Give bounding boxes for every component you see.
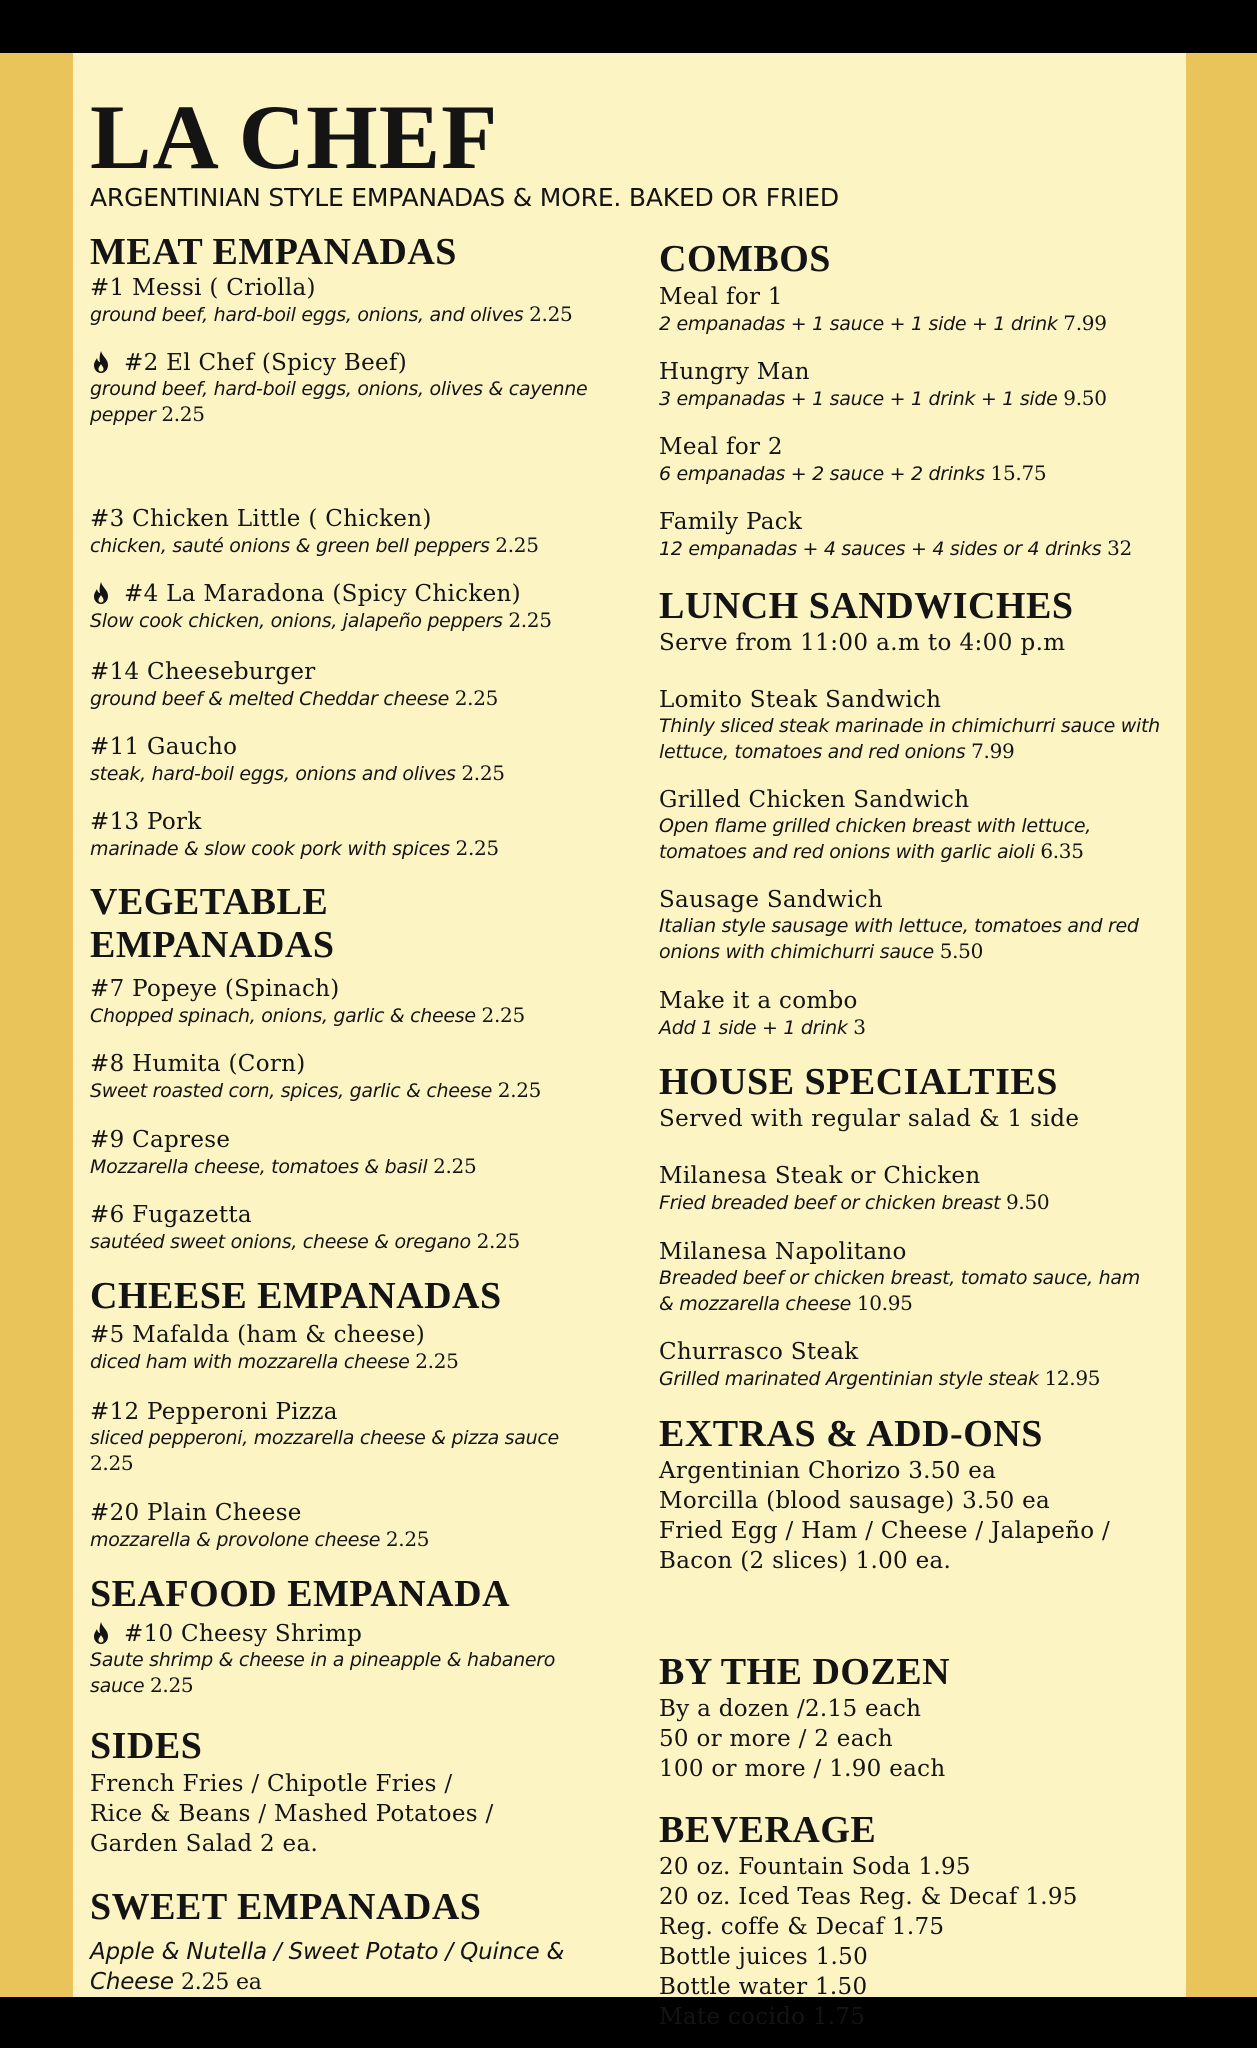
item-name: Milanesa Steak or Chicken (659, 1163, 981, 1189)
item-price: 2.25 (508, 608, 552, 632)
item-name: #12 Pepperoni Pizza (90, 1399, 338, 1425)
item-price: 2.25 (476, 1229, 520, 1253)
extras-line: Fried Egg / Ham / Cheese / Jalapeño / (659, 1518, 1111, 1544)
menu-item (90, 1050, 541, 1104)
item-description: Italian style sausage with lettuce, tomatoes and red onions with chimichurri sauce 5.50 (659, 915, 1139, 963)
item-description: mozzarella & provolone cheese 2.25 (90, 1527, 430, 1551)
item-price: 2.25 (415, 1349, 459, 1373)
sides-list (90, 1769, 494, 1859)
dozen-line: By a dozen /2.15 each (659, 1696, 922, 1722)
item-price: 9.50 (1006, 1190, 1050, 1214)
item-name: #13 Pork (90, 809, 202, 835)
item-price: 7.99 (971, 739, 1015, 763)
item-description: Breaded beef or chicken breast, tomato sauce, ham & mozzarella cheese 10.95 (659, 1267, 1140, 1315)
beverage-line: Mate cocido 1.75 (659, 2004, 866, 2030)
menu-item (659, 358, 1107, 412)
section-title: EXTRAS & ADD-ONS (659, 1413, 1043, 1455)
menu-item (90, 1126, 476, 1180)
section-title: HOUSE SPECIALTIES (659, 1061, 1058, 1103)
dozen-line: 100 or more / 1.90 each (659, 1756, 946, 1782)
sweet-items: Apple & Nutella / Sweet Potato / Quince & Cheese (90, 1939, 565, 1995)
item-name: Lomito Steak Sandwich (659, 687, 942, 713)
item-name: Sausage Sandwich (659, 887, 883, 913)
item-price: 10.95 (856, 1291, 913, 1315)
flame-icon (92, 582, 110, 604)
section-title: SWEET EMPANADAS (90, 1886, 482, 1928)
item-price: 9.50 (1063, 386, 1107, 410)
section-meat-empanadas (90, 231, 457, 274)
item-name: #7 Popeye (Spinach) (90, 976, 340, 1002)
menu-item (90, 1398, 590, 1477)
beverage-line: 20 oz. Fountain Soda 1.95 (659, 1854, 971, 1880)
menu-item (90, 733, 505, 787)
item-description: Fried breaded beef or chicken breast 9.50 (659, 1190, 1050, 1214)
item-description: ground beef, hard-boil eggs, onions, olives & cayenne pepper 2.25 (90, 378, 588, 426)
item-price: 2.25 (433, 1154, 477, 1178)
sweet-price: 2.25 ea (181, 1970, 262, 1995)
menu-item (90, 1321, 459, 1375)
item-price: 7.99 (1063, 311, 1107, 335)
item-description: Open flame grilled chicken breast with lettuce, tomatoes and red onions with garlic aioli 6.35 (659, 815, 1092, 863)
item-description: 3 empanadas + 1 sauce + 1 drink + 1 side 9.50 (659, 386, 1107, 410)
item-name: #3 Chicken Little ( Chicken) (90, 506, 432, 532)
section-title: EMPANADAS (90, 924, 335, 966)
item-price: 6.35 (1040, 839, 1084, 863)
menu-item (659, 1162, 1049, 1216)
section-house-specialties (659, 1061, 1079, 1134)
item-name: #6 Fugazetta (90, 1202, 252, 1228)
section-sides (90, 1725, 202, 1768)
menu-item (90, 658, 498, 712)
section-title: SIDES (90, 1725, 203, 1767)
item-description: ground beef, hard-boil eggs, onions, and olives 2.25 (90, 302, 573, 326)
restaurant-name: LA CHEF (90, 86, 499, 188)
section-vegetable-empanadas (90, 881, 334, 967)
sides-line: Rice & Beans / Mashed Potatoes / (90, 1801, 494, 1827)
section-extras (659, 1413, 1110, 1576)
item-name: #4 La Maradona (Spicy Chicken) (124, 581, 521, 607)
flame-icon (92, 351, 110, 373)
menu-item (659, 283, 1107, 337)
item-description: Grilled marinated Argentinian style steak 12.95 (659, 1366, 1101, 1390)
section-beverage (659, 1809, 1078, 2032)
item-name: Meal for 2 (659, 434, 783, 460)
beverage-line: 20 oz. Iced Teas Reg. & Decaf 1.95 (659, 1884, 1078, 1910)
section-sweet-empanadas (90, 1886, 481, 1929)
menu-item (659, 1238, 1159, 1317)
item-description: sautéed sweet onions, cheese & oregano 2.25 (90, 1229, 520, 1253)
menu-item (90, 274, 572, 328)
item-name: #11 Gaucho (90, 734, 238, 760)
section-cheese-empanadas (90, 1275, 502, 1318)
menu-paper (73, 53, 1186, 2030)
item-price: 5.50 (939, 939, 984, 963)
item-name: #2 El Chef (Spicy Beef) (124, 350, 408, 376)
menu-item (90, 808, 499, 862)
menu-item (90, 975, 525, 1029)
item-description: Chopped spinach, onions, garlic & cheese 2.25 (90, 1003, 525, 1027)
section-title: BY THE DOZEN (659, 1651, 951, 1693)
item-price: 32 (1107, 536, 1132, 560)
item-name: Grilled Chicken Sandwich (659, 787, 970, 813)
item-description: 6 empanadas + 2 sauce + 2 drinks 15.75 (659, 461, 1047, 485)
item-price: 2.25 (481, 1003, 525, 1027)
section-note: Served with regular salad & 1 side (659, 1106, 1080, 1132)
section-lunch-sandwiches (659, 585, 1073, 658)
item-description: 2 empanadas + 1 sauce + 1 side + 1 drink 7.99 (659, 311, 1107, 335)
menu-item (90, 1201, 520, 1255)
beverage-line: Reg. coffe & Decaf 1.75 (659, 1914, 945, 1940)
section-title: CHEESE EMPANADAS (90, 1275, 502, 1317)
menu-item (90, 1499, 429, 1553)
section-by-the-dozen (659, 1651, 950, 1784)
item-description: Add 1 side + 1 drink 3 (659, 1015, 866, 1039)
section-title: SEAFOOD EMPANADA (90, 1573, 511, 1615)
section-title: COMBOS (659, 238, 831, 280)
item-price: 2.25 (161, 402, 205, 426)
item-name: Hungry Man (659, 359, 810, 385)
item-price: 2.25 (455, 836, 499, 860)
sides-line: French Fries / Chipotle Fries / (90, 1771, 453, 1797)
menu-item (90, 349, 610, 428)
section-title: LUNCH SANDWICHES (659, 585, 1074, 627)
section-combos (659, 238, 831, 281)
extras-line: Argentinian Chorizo 3.50 ea (659, 1458, 997, 1484)
sweet-list (90, 1937, 570, 1998)
item-description: ground beef & melted Cheddar cheese 2.25 (90, 686, 499, 710)
item-description: sliced pepperoni, mozzarella cheese & pizza sauce 2.25 (90, 1427, 559, 1475)
item-price: 2.25 (529, 302, 573, 326)
item-name: #10 Cheesy Shrimp (124, 1621, 363, 1647)
item-name: #14 Cheeseburger (90, 659, 316, 685)
menu-item (659, 886, 1159, 965)
section-note: Serve from 11:00 a.m to 4:00 p.m (659, 630, 1066, 656)
menu-item (659, 686, 1179, 765)
item-price: 15.75 (990, 461, 1047, 485)
item-name: Milanesa Napolitano (659, 1239, 907, 1265)
item-description: Saute shrimp & cheese in a pineapple & habanero sauce 2.25 (90, 1649, 556, 1697)
menu-item (659, 508, 1132, 562)
item-name: Churrasco Steak (659, 1339, 859, 1365)
item-description: chicken, sauté onions & green bell peppers 2.25 (90, 533, 539, 557)
section-seafood-empanada (90, 1573, 510, 1616)
item-price: 2.25 (385, 1527, 430, 1551)
sides-line: Garden Salad 2 ea. (90, 1831, 319, 1857)
menu-item (90, 1620, 590, 1699)
item-price: 2.25 (149, 1673, 194, 1697)
item-price: 3 (853, 1015, 866, 1039)
item-name: #8 Humita (Corn) (90, 1051, 306, 1077)
section-title: MEAT EMPANADAS (90, 231, 457, 273)
menu-item (659, 1338, 1100, 1392)
item-description: Thinly sliced steak marinade in chimichurri sauce with lettuce, tomatoes and red onions 7.99 (659, 715, 1160, 763)
item-description: diced ham with mozzarella cheese 2.25 (90, 1349, 459, 1373)
item-description: Mozzarella cheese, tomatoes & basil 2.25 (90, 1154, 477, 1178)
item-price: 2.25 (461, 761, 505, 785)
item-description: Slow cook chicken, onions, jalapeño peppers 2.25 (90, 608, 552, 632)
item-name: #9 Caprese (90, 1127, 231, 1153)
item-name: #5 Mafalda (ham & cheese) (90, 1322, 426, 1348)
restaurant-tagline: ARGENTINIAN STYLE EMPANADAS & MORE. BAKED OR FRIED (90, 183, 839, 212)
menu-border (0, 53, 1257, 2030)
item-price: 2.25 (454, 686, 499, 710)
menu-item (659, 433, 1046, 487)
item-name: #20 Plain Cheese (90, 1500, 302, 1526)
item-description: Sweet roasted corn, spices, garlic & cheese 2.25 (90, 1078, 542, 1102)
menu-item (90, 580, 552, 634)
beverage-line: Bottle juices 1.50 (659, 1944, 869, 1970)
section-title: BEVERAGE (659, 1809, 877, 1851)
item-name: Make it a combo (659, 988, 858, 1014)
item-name: Meal for 1 (659, 284, 783, 310)
item-name: #1 Messi ( Criolla) (90, 275, 316, 301)
item-price: 12.95 (1044, 1366, 1101, 1390)
menu-item (659, 786, 1179, 865)
item-name: Family Pack (659, 509, 803, 535)
section-title: VEGETABLE (90, 881, 329, 923)
item-price: 2.25 (90, 1451, 134, 1475)
item-description: steak, hard-boil eggs, onions and olives 2.25 (90, 761, 505, 785)
item-price: 2.25 (497, 1078, 542, 1102)
menu-item (659, 987, 866, 1041)
flame-icon (92, 1622, 110, 1644)
dozen-line: 50 or more / 2 each (659, 1726, 894, 1752)
extras-line: Morcilla (blood sausage) 3.50 ea (659, 1488, 1051, 1514)
menu-item (90, 505, 539, 559)
beverage-line: Bottle water 1.50 (659, 1974, 868, 2000)
item-price: 2.25 (495, 533, 539, 557)
extras-line: Bacon (2 slices) 1.00 ea. (659, 1548, 952, 1574)
item-description: 12 empanadas + 4 sauces + 4 sides or 4 drinks 32 (659, 536, 1132, 560)
item-description: marinade & slow cook pork with spices 2.25 (90, 836, 499, 860)
